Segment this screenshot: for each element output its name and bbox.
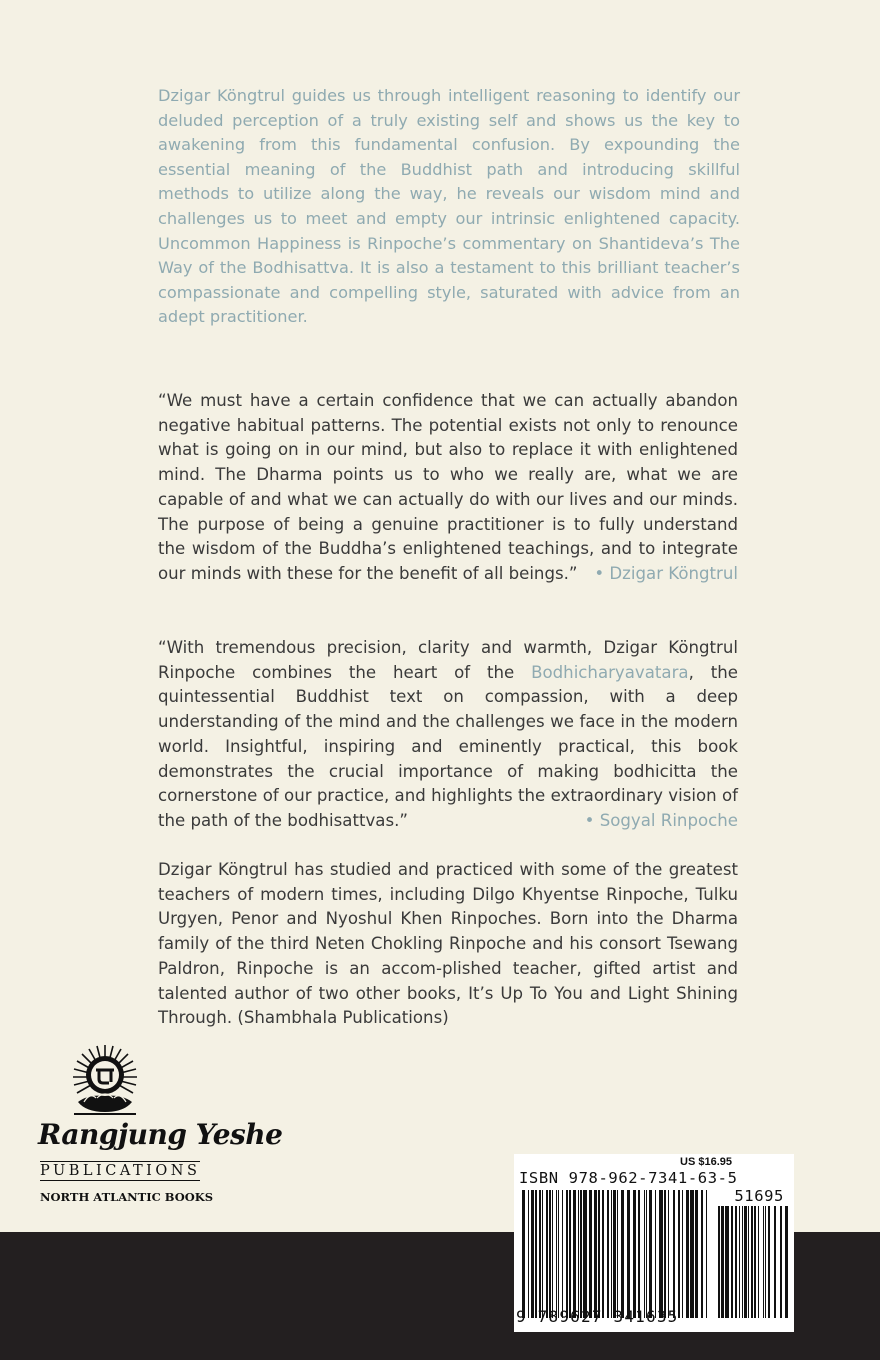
barcode-bars-icon	[514, 1154, 794, 1332]
quote-highlight: Bodhicharyavatara	[531, 662, 689, 682]
quote-dzigar-kongtrul	[158, 389, 738, 587]
quote-attribution: • Dzigar Köngtrul	[594, 563, 738, 583]
quote-text: “We must have a certain confidence that we can actually abandon negative habitual patterns. The potential exists not only to renounce what is going on in our mind, but also to replace it with enlightened mind. The Dharma points us to who we really are, what we are capable of and what we can actually do with our lives and our minds. The purpose of being a genuine practitioner is to fully understand the wisdom of the Buddha’s enlightened teachings, and to integrate our minds with these for the benefit of all beings.”	[158, 391, 738, 583]
publisher-name: Rangjung Yeshe	[38, 1118, 283, 1151]
author-bio: Dzigar Köngtrul has studied and practiced with some of the greatest teachers of modern times, including Dilgo Khyentse Rinpoche, Tulku Urgyen, Penor and Nyoshul Khen Rinpoches. Born into the Dharma family of the third Neten Chokling Rinpoche and his consort Tsewang Paldron, Rinpoche is an accom-plished teacher, gifted artist and talented author of two other books, It’s Up To You and Light Shining Through. (Shambhala Publications)	[158, 860, 738, 1028]
publisher-publications-label: PUBLICATIONS	[40, 1163, 201, 1179]
intro-paragraph: Dzigar Köngtrul guides us through intelligent reasoning to identify our deluded perception of a truly existing self and shows us the key to awakening from this fundamental confusion. By expounding the essential meaning of the Buddhist path and introducing skillful methods to utilize along the way, he reveals our wisdom mind and challenges us to meet and empty our intrinsic enlightened capacity. Uncommon Happiness is Rinpoche’s commentary on Shantideva’s The Way of the Bodhisattva. It is also a testament to this brilliant teacher’s compassionate and compelling style, saturated with advice from an adept practitioner.	[158, 86, 740, 327]
barcode-box	[514, 1154, 794, 1332]
ean-digits: 9 789627 341635	[516, 1307, 679, 1326]
quote-text-before: “With tremendous precision, clarity and warmth, Dzigar Köngtrul Rinpoche combines the heart of the	[158, 638, 738, 682]
quote-attribution: • Sogyal Rinpoche	[584, 810, 738, 830]
co-publisher-label: NORTH ATLANTIC BOOKS	[40, 1190, 214, 1204]
quote-text-after: , the quintessential Buddhist text on compassion, with a deep understanding of the mind and the challenges we face in the modern world. Insightful, inspiring and eminently practical, this book demonstrates the crucial importance of making bodhicitta the cornerstone of our practice, and highlights the extraordinary vision of the path of the bodhisattvas.”	[158, 662, 738, 830]
price-label: US $16.95	[680, 1156, 732, 1168]
lotus-emblem-icon	[70, 1044, 140, 1118]
quote-sogyal-rinpoche	[158, 636, 738, 834]
publisher-logo	[38, 1044, 283, 1214]
supplement-code: 51695	[734, 1187, 784, 1205]
isbn-label: ISBN 978-962-7341-63-5	[519, 1169, 738, 1187]
